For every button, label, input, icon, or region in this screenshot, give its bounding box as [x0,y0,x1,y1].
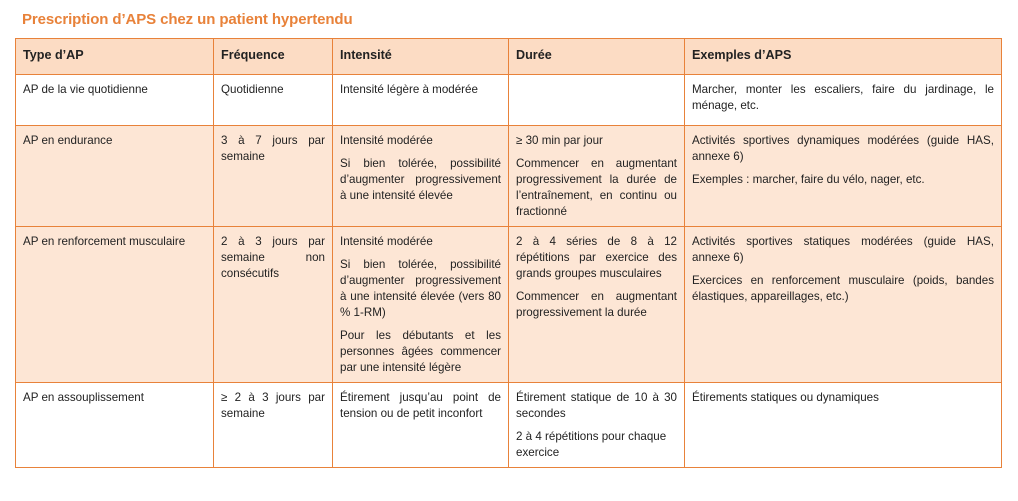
cell-paragraph: 3 à 7 jours par semaine [221,134,325,163]
cell-paragraph: AP de la vie quotidienne [23,83,148,96]
cell-paragraph: Exercices en renforcement musculaire (poids, bandes élastiques, appareillages, etc.) [692,274,994,303]
cell-paragraph: ≥ 30 min par jour [516,134,603,147]
cell-paragraph: Étirement jusqu’au point de tension ou de petit inconfort [340,391,501,420]
cell-duree [509,126,685,227]
cell-paragraph: 2 à 4 séries de 8 à 12 répétitions par exercice des grands groupes musculaires [516,235,677,280]
cell-exemples [685,75,1002,126]
header-frequence: Fréquence [214,39,333,75]
cell-paragraph: Si bien tolérée, possibilité d’augmenter progressivement à une intensité élevée [340,157,501,202]
table-header-row [16,39,1002,75]
table-row [16,126,1002,227]
cell-paragraph: Intensité modérée [340,235,433,248]
table-row [16,383,1002,468]
cell-paragraph: Pour les débutants et les personnes âgées commencer par une intensité légère [340,329,501,374]
cell-paragraph: Quotidienne [221,83,284,96]
cell-duree [509,227,685,383]
cell-paragraph: AP en renforcement musculaire [23,235,186,248]
cell-type [16,383,214,468]
cell-paragraph: Intensité modérée [340,134,433,147]
table-row [16,75,1002,126]
cell-type [16,227,214,383]
cell-intensite [333,75,509,126]
cell-duree [509,383,685,468]
cell-paragraph: Commencer en augmentant progressivement la durée de l’entraînement, en continu ou fractionné [516,157,677,218]
cell-paragraph: Exemples : marcher, faire du vélo, nager, etc. [692,173,925,186]
cell-intensite [333,227,509,383]
document-title: Prescription d’APS chez un patient hypertendu [22,11,353,28]
cell-type [16,75,214,126]
cell-paragraph: Commencer en augmentant progressivement la durée [516,290,677,319]
cell-paragraph: Marcher, monter les escaliers, faire du jardinage, le ménage, etc. [692,83,994,112]
cell-paragraph: 2 à 3 jours par semaine non consécutifs [221,235,325,280]
cell-frequence [214,227,333,383]
cell-paragraph: Activités sportives statiques modérées (guide HAS, annexe 6) [692,235,994,264]
cell-paragraph: Si bien tolérée, possibilité d’augmenter progressivement à une intensité élevée (vers 80 % 1-RM) [340,258,501,319]
cell-duree [509,75,685,126]
cell-frequence [214,75,333,126]
cell-paragraph: ≥ 2 à 3 jours par semaine [221,391,325,420]
cell-frequence [214,126,333,227]
cell-paragraph: Étirements statiques ou dynamiques [692,391,879,404]
cell-exemples [685,383,1002,468]
header-type: Type d’AP [16,39,214,75]
header-intensite: Intensité [333,39,509,75]
cell-frequence [214,383,333,468]
cell-paragraph: Intensité légère à modérée [340,83,478,96]
cell-exemples [685,227,1002,383]
header-exemples: Exemples d’APS [685,39,1002,75]
header-duree: Durée [509,39,685,75]
aps-prescription-table [15,38,1002,468]
table-row [16,227,1002,383]
cell-intensite [333,383,509,468]
cell-intensite [333,126,509,227]
cell-type [16,126,214,227]
cell-paragraph: AP en assouplissement [23,391,144,404]
cell-exemples [685,126,1002,227]
cell-paragraph: Activités sportives dynamiques modérées (guide HAS, annexe 6) [692,134,994,163]
cell-paragraph: AP en endurance [23,134,113,147]
cell-paragraph: 2 à 4 répétitions pour chaque exercice [516,430,667,459]
cell-paragraph: Étirement statique de 10 à 30 secondes [516,391,677,420]
